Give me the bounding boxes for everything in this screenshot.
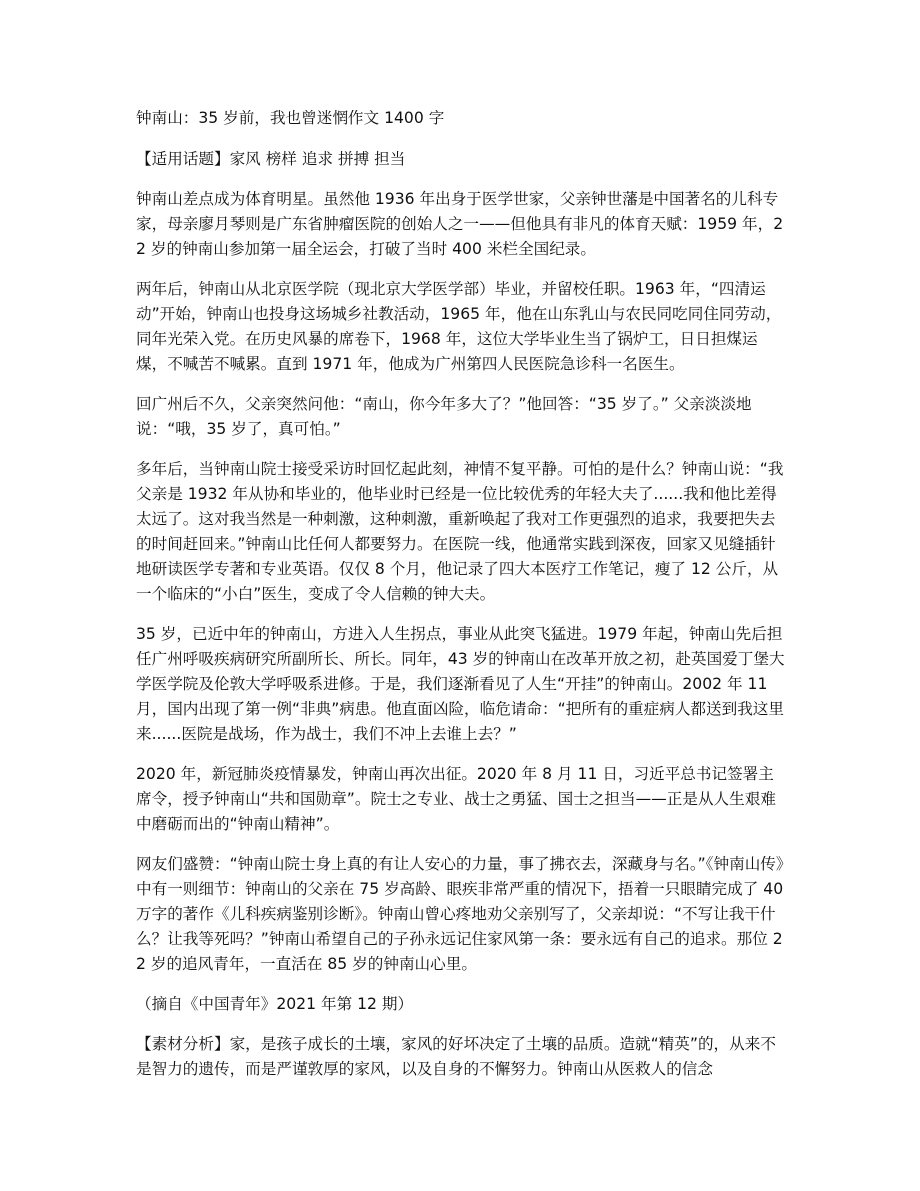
- paragraph-turning-point: 35 岁，已近中年的钟南山，方进入人生拐点，事业从此突飞猛进。1979 年起，钟南山先后担任广州呼吸疾病研究所副所长、所长。同年，43 岁的钟南山在改革开放之初，赴英国爱丁堡大学医学院及伦敦大学呼吸系进修。于是，我们逐渐看见了人生“开挂”的钟南山。2002 年 11 月，国内出现了第一例“非典”病患。他直面凶险，临危请命：“把所有的重症病人都送到我这里来......医院是战场，作为战士，我们不冲上去谁上去？”: [136, 625, 785, 743]
- paragraph-father-question: 回广州后不久，父亲突然问他：“南山，你今年多大了？”他回答：“35 岁了。” 父亲淡淡地说：“哦，35 岁了，真可怕。”: [136, 395, 752, 438]
- article-title: 钟南山：35 岁前，我也曾迷惘作文 1400 字: [136, 109, 445, 127]
- document-page: [136, 106, 786, 1097]
- paragraph-recollection: 多年后，当钟南山院士接受采访时回忆起此刻，神情不复平静。可怕的是什么？钟南山说：“我父亲是 1932 年从协和毕业的，他毕业时已经是一位比较优秀的年轻大夫了......我和他比差得太远了。这对我当然是一种刺激，这种刺激，重新唤起了我对工作更强烈的追求，我要把失去的时间赶回来。”钟南山比任何人都要努力。在医院一线，他通常实践到深夜，回家又见缝插针地研读医学专著和专业英语。仅仅 8 个月，他记录了四大本医疗工作笔记，瘦了 12 公斤，从一个临床的“小白”医生，变成了令人信赖的钟大夫。: [136, 460, 784, 603]
- material-analysis: 【素材分析】家，是孩子成长的土壤，家风的好坏决定了土壤的品质。造就“精英”的，从来不是智力的遗传，而是严谨敦厚的家风，以及自身的不懈努力。钟南山从医救人的信念: [136, 1035, 776, 1078]
- paragraph-covid: 2020 年，新冠肺炎疫情暴发，钟南山再次出征。2020 年 8 月 11 日，习近平总书记签署主席令，授予钟南山“共和国勋章”。院士之专业、战士之勇猛、国士之担当——正是从人生艰难中磨砺而出的“钟南山精神”。: [136, 765, 776, 833]
- paragraph-career-start: 两年后，钟南山从北京医学院（现北京大学医学部）毕业，并留校任职。1963 年，“四清运动”开始，钟南山也投身这场城乡社教活动，1965 年，他在山东乳山与农民同吃同住同劳动，同年光荣入党。在历史风暴的席卷下，1968 年，这位大学毕业生当了锅炉工，日日担煤运煤，不喊苦不喊累。直到 1971 年，他成为广州第四人民医院急诊科一名医生。: [136, 280, 782, 373]
- topics-line: 【适用话题】家风 榜样 追求 拼搏 担当: [136, 150, 406, 168]
- paragraph-family-values: 网友们盛赞：“钟南山院士身上真的有让人安心的力量，事了拂衣去，深藏身与名。”《钟南山传》中有一则细节：钟南山的父亲在 75 岁高龄、眼疾非常严重的情况下，捂着一只眼睛完成了 40 万字的著作《儿科疾病鉴别诊断》。钟南山曾心疼地劝父亲别写了，父亲却说：“不写让我干什么？让我等死吗？”钟南山希望自己的子孙永远记住家风第一条：要永远有自己的追求。那位 22 岁的追风青年，一直活在 85 岁的钟南山心里。: [136, 855, 784, 973]
- paragraph-sports-talent: 钟南山差点成为体育明星。虽然他 1936 年出身于医学世家，父亲钟世藩是中国著名的儿科专家，母亲廖月琴则是广东省肿瘤医院的创始人之一——但他具有非凡的体育天赋：1959 年，22 岁的钟南山参加第一届全运会，打破了当时 400 米栏全国纪录。: [136, 190, 784, 258]
- source-citation: （摘自《中国青年》2021 年第 12 期）: [136, 995, 414, 1013]
